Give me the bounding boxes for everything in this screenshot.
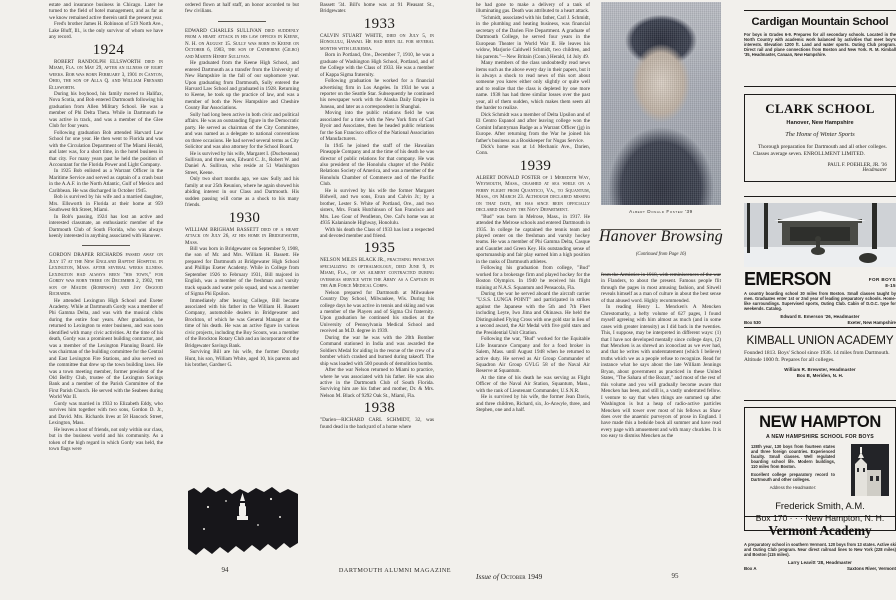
- ad-photo-emerson-cabin: [744, 203, 896, 267]
- halftone-overlay: [601, 2, 721, 205]
- paragraph: Born in Portland, Ore., December 7, 1910, he was a graduate of Washington High School, Portland, and of the College with the Class of 1933. He was a member of Kappa Sigma fraternity.: [320, 52, 434, 78]
- ad-body: A preparatory school in southern Vermont. 120 boys from 13 states. Active ski and Outing Club program. Near direct railroad lines to New York (228 miles) and Boston (115 miles).: [744, 542, 896, 557]
- folio-right-page: 95: [671, 572, 679, 580]
- class-year-heading-1939: 1939: [519, 157, 552, 174]
- column-obituaries-4: [476, 2, 590, 558]
- ad-body-3: Address the Headmaster:: [769, 485, 817, 490]
- class-year-heading-1935: 1935: [363, 240, 396, 257]
- paragraph: During his boyhood, his family moved to Halifax, Nova Scotia, and Bob entered Dartmouth following his graduation from Allen Military School. He was a member of Phi Delta Theta. While in Dartmouth he was active in track, and was a member of the Glee Club for four years.: [49, 90, 163, 130]
- section-divider: [82, 245, 130, 246]
- paragraph: GORDON DRAPER RICHARDS passed away on July 17 at the New England Baptist Hospital in Lexington, Mass. after several weeks illness. Lexington had always been "his town," for Gordy was born there on December 2, 1902, the son of Maude (Robinson) and Jay Osgood Richards.: [49, 252, 163, 298]
- paragraph: After the war Nelson returned to Miami to practice, where he was associated with his father. He was also active in the Dartmouth Club of South Florida. Surviving him are his father and mother, Dr. & Mrs. Nelson M. Black of 9292 Oak St., Miami, Fla.: [320, 367, 434, 399]
- hanover-browsing-title: Hanover Browsing: [599, 228, 723, 245]
- paragraph: Fred's brother James H. Robinson of 519 North Ave., Lake Bluff, Ill., is the only survivor of whom we have any record.: [49, 21, 163, 41]
- folio-left-page: 94: [221, 566, 229, 574]
- ad-rule: [744, 196, 896, 197]
- paragraph: Surviving Bill are his wife, the former Dorothy Hunt, his son, William White, aged 10, his parents and his brother, Gardner G.: [185, 349, 299, 369]
- paragraph: Following graduation he worked for a financial advertising firm in Los Angeles. In 1934 he was a reporter on the Seattle Star. Subsequently he continued his newspaper work with the Alaska Daily Empire in Juneau, and later as a correspondent in Shanghai.: [320, 78, 434, 110]
- paragraph: NELSON MILES BLACK JR., practising physician specializing in opthalmology, died June 9, in Miami, Fla., of an ailment contracted during overseas service with the Army as a Captain in the Air Force Medical Corps.: [320, 257, 434, 290]
- paragraph: Dick's home was at 14 Mechanic Ave., Darien, Conn.: [476, 143, 590, 157]
- paragraph: Sully had long been active in both civic and political affairs. He was an outstanding figure in the Democratic party. He served as chairman of the City Committee, and was named as a delegate to national conventions on three occasions. He had served several terms as City Solicitor and was also attorney for the School Board.: [185, 111, 299, 151]
- ad-content: [751, 444, 889, 496]
- ad-signature: Frederick Smith, A.M.: [775, 500, 865, 511]
- ad-title: Cardigan Mountain School: [751, 16, 889, 28]
- ad-title: NEW HAMPTON: [759, 413, 881, 431]
- ad-title: KIMBALL UNION ACADEMY: [746, 334, 894, 347]
- ad-tagline: The Home of Winter Sports: [785, 131, 855, 138]
- paragraph: "Schmidt, associated with his father, Carl J. Schmidt, in the plumbing and heating business, was financial secretary of the Darien Fire Department. A graduate of Dartmouth College, he served four years in the European Theater in World War II. He leaves his widow, Marjorie Caldwell Schmidt, two children, and his parents."—New Britain (Conn.) Herald, 14 July 49.: [476, 14, 590, 60]
- ad-signature-role: Headmaster: [862, 168, 887, 174]
- ad-address: [744, 320, 896, 325]
- ad-rule: [744, 516, 896, 517]
- paragraph: Following graduation Bob attended Harvard Law School for one year. He then went to Florida and was with the Circulation Department of The Miami Herald, and later was, for a short time, in the hotel business in that city. For many years past he held the position of Accountant for the Florida Power and Light Company.: [49, 129, 163, 168]
- paragraph: Moving into the public relations field he was associated for a time with the New York firm of Carl Byoir and Associates, then he headed public relations for the San Francisco office of the National Association of Manufacturers.: [320, 110, 434, 143]
- ad-address: Box 170 · · · New Hampton, N. H.: [755, 513, 885, 523]
- paragraph: "Bud" was born in Melrose, Mass., in 1917. He attended the Melrose schools and entered Dartmouth in 1935. In college he captained the tennis team and played center on the freshman and varsity hockey teams. He was a member of Phi Gamma Delta, Casque and Gauntlet and Green Key. His outstanding sense of sportsmanship and fair play earned him a high position in the ranks of Dartmouth athletes.: [476, 213, 590, 265]
- ad-rule: [744, 86, 896, 87]
- paragraph: In Bob's passing, 1924 has lost an active and interested classmate, an enthusiastic member of the Dartmouth Club of South Florida, who was always keenly interested in anything associated with Hanover.: [49, 213, 163, 239]
- ad-body-1: 128th year, 130 boys from fourteen states and three foreign countries. Experienced faculty. Small classes. Well regulated boarding school life. Modern buildings, 110 miles from Boston.: [751, 444, 835, 469]
- paragraph: He attended Lexington High School and Exeter Academy. While at Dartmouth Gordy was a member of Phi Gamma Delta, and was with the musical clubs during the entire four years. After graduation, he returned to Lexington to enter business, and was soon identified with many civic activities. At the time of his death, Gordy was a prominent building contractor, and was a member of the Lexington Planning Board. He was chairman of the building committee for the Central and East Lexington Fire Stations, and also served on the committee that drew up the town building laws. He was a town meeting member, former president of the Old Belfry Club, trustee of the Lexington Savings Bank and a member of the Parish Committee of the First Parish Church. He served with the Seabees during World War II.: [49, 297, 163, 401]
- ad-body-2: Excellent college preparatory record to Dartmouth and other colleges.: [751, 472, 835, 482]
- paragraph: Following his graduation from college, "Bud" worked for a brokerage firm and played hockey for the Boston Olympics. In 1940 he received his flight training at N.A.S. Squantum and Pensacola, Fla.: [476, 265, 590, 291]
- paragraph: Nelson prepared for Dartmouth at Milwaukee Country Day School, Milwaukee, Wis. During his college days he was active in tennis and skiing and was a member of the Players and of Sigma Chi fraternity. Upon graduation he continued his studies at the University of Pennsylvania Medical School and received an M.D. degree in 1939.: [320, 289, 434, 335]
- column-hanover-browsing: [601, 272, 721, 558]
- ad-rule: [744, 10, 896, 11]
- paragraph: In reading Henry L. Mencken's A Mencken Chrestomathy, a hefty volume of 627 pages, I found myself agreeing with him almost as much (and in some cases with greater intensity) as I did back in the twenties. This, I suppose, may be interpreted in different ways: (1) that I have not developed mentally since college days, (2) that Mencken is as shrewd an iconoclast as we ever had, and that he writes with understatement (which I believe) truths which we as a people refuse to recognize. Read for instance what he says about the late William Jennings Bryan, about government as practiced in these United States, "The Sahara of the Bozart," and most of the rest of this volume and you will gradually become aware that Mencken has been, and still is, a vastly underrated fellow. I venture to say that when things are summed up after Washington is but a heap of radio-active particles Mencken will tower over most of his fellows as Shaw does over the anaemic purveyors of prose in England. I have made this a bedside book all summer and have read every page with amusement and with many chuckles. It is too easy to dismiss Mencken as the: [601, 304, 721, 440]
- ad-title: CLARK SCHOOL: [765, 101, 875, 116]
- ad-kicker-line-2: 8-15: [885, 282, 896, 288]
- column-obituaries-1: [49, 2, 163, 558]
- paragraph: CALVIN STUART WHITE, died on July 5, in Honolulu, Hawaii. He had been ill for several months with leukemia.: [320, 32, 434, 52]
- paragraph: He leaves a host of friends, not only within our class, but in the business world and his community. As a token of the high regard in which Gordy was held, the town flags were: [49, 426, 163, 452]
- decorative-nocturne-illustration: [188, 485, 298, 559]
- photo-caption: Albert Donald Foster '39: [629, 209, 693, 214]
- ad-emerson-school[interactable]: [744, 196, 896, 325]
- ad-box-number: Box A: [744, 566, 757, 571]
- portrait-photo-albert-donald-foster: [601, 2, 721, 205]
- ad-body: Founded 1813. Boys' School since 1936. 14 miles from Dartmouth. Altitude 1000 ft. Prepares for all colleges.: [744, 350, 890, 363]
- paragraph: In 1945 he joined the staff of the Hawaiian Pineapple Company and at the time of his death he was director of public relations for that company. He was also president of the Honolulu chapter of the Public Relations Society of America, and was a member of the Honolulu Chamber of Commerce and of the Pacific Club.: [320, 142, 434, 188]
- ad-location: Hanover, New Hampshire: [786, 120, 854, 126]
- ad-box: [744, 407, 896, 531]
- paragraph: During the war he served aboard the aircraft carrier "U.S.S. LUNGA POINT" and participated in strikes against the Japanese with the 5th and 7th Fleet including Leyte, Iwo Jima and Okinawa. He held the Distinguished Flying Cross with one gold star in lieu of a second award, the Air Medal with five gold stars and the Presidential Unit Citation.: [476, 291, 590, 336]
- paragraph: ordered flown at half staff, an honor accorded to but few civilians.: [185, 2, 299, 15]
- paragraph: Following the war, "Bud" worked for the Equitable Life Insurance Company and for a food broker in Salem, Mass. until August 1948 when he returned to active duty. He served as Air Group Commander of Squadron Air Group GVLG 58 of the Naval Air Reserve at Squantum.: [476, 336, 590, 375]
- paragraph: EDWARD CHARLES SULLIVAN died suddenly from a heart attack in his law offices in Keene, N. H. on August 15. Sully was born in Keene on October 6, 1903, the son of Catherine (Gilbo) and Martin Henry Sullivan.: [185, 27, 299, 60]
- ad-new-hampton-school[interactable]: [744, 400, 896, 531]
- paragraph: Dick Schmidt was a member of Delta Upsilon and of El Centro Espanol and after leaving college won the Comint Infantryman Badge as a Warrant Officer (jg) in Europe. After returning from the War he joined his father's business as a Bookkeeper for Nugas Service.: [476, 111, 590, 144]
- paragraph: During the war he was with the 20th Bomber Command stationed in India and was awarded the Soldiers Medal for aiding in the rescue of the crew of a bomber which crashed and burned during takeoff. The ship was loaded with 500 pounds of demolition bombs.: [320, 334, 434, 367]
- ad-address: [744, 566, 896, 571]
- ad-copy: [751, 444, 835, 490]
- ad-body: A country boarding school 30 miles from Boston. Small classes taught by men. Graduates enter 1st or 2nd year of leading preparatory schools. Home-like surroundings. Supervised sports, Outing Club. Cabin of D.O.C. type for weekends. Catalog.: [744, 291, 896, 311]
- ad-masthead: [744, 270, 896, 288]
- ad-body: For boys in Grades 6-9. Prepares for all secondary schools. Located in the North Country with academic work balanced by activities that meet boy's interests. Elevation 1200 ft. Land and water sports. Outing Club program. Direct rail and plane connections from Boston and New York. R. M. Kimball '35, Headmaster, Canaan, New Hampshire.: [744, 32, 896, 57]
- paragraph: Gordy was married in 1933 to Elizabeth Eddy, who survives him together with two sons, Gordon D. Jr., and David. Mrs. Richards lives at 58 Hancock Street, Lexington, Mass.: [49, 400, 163, 427]
- paragraph: He graduated from the Keene High School, and entered Dartmouth as a transfer from the University of New Hampshire in the fall of our sophomore year. Upon graduating from Dartmouth, Sully entered the Harvard Law School and graduated in 1928. Returning to Keene, he took up the practice of law, and was a member of both the New Hampshire and Cheshire County Bar Associations.: [185, 60, 299, 112]
- ad-title: EMERSON: [744, 269, 831, 289]
- running-head-right: [476, 572, 636, 581]
- ad-rule: [744, 327, 896, 328]
- class-year-heading-1933: 1933: [363, 15, 396, 32]
- ad-box: [744, 94, 896, 182]
- paragraph: Bill was born in Bridgewater on September 9, 1908, the son of Mr. and Mrs. William H. Bassett. He prepared for Dartmouth at Bridgewater High School and Phillips Exeter Academy. While in College from September 1926 to February 1931, Bill majored in English, was a member of the freshman and varsity track squads and water polo squad, and was a member of Sigma Phi Epsilon.: [185, 245, 299, 298]
- running-head-left: DARTMOUTH ALUMNI MAGAZINE: [338, 567, 452, 574]
- ad-kicker-line-1: FOR BOYS: [868, 277, 896, 283]
- ad-kicker: [869, 277, 896, 288]
- paragraph: In 1925 Bob enlisted as a Warrant Officer in the Maritime Service and served as captain of a crash boat in the A.A.F. in the North Atlantic, Gulf of Mexico and Caribbean. He was discharged in October 1945.: [49, 168, 163, 194]
- paragraph: from the Armistice in 1918, with reminiscences of the war in Flanders, to about the present. Famous people flit through the pages in most amusing fashion, and Sitwell reveals himself as a man of culture in about the best sense of that abused word. Highly recommended.: [601, 272, 721, 304]
- ad-body: Thorough preparation for Dartmouth and all other colleges. Classes average seven. ENROLLMENT LIMITED.: [753, 144, 887, 157]
- paragraph: he had gone to make a delivery of a tank of illuminating gas. Death was attributed to a heart attack.: [476, 2, 590, 15]
- paragraph: ALBERT DONALD FOSTER of 1 Meredith Way, Weymouth, Mass., crashed at sea while on a ferry flight from Quantico, Va., to Squantum, Mass., on March 23. Although declared missing on that date, he has since been officially declared dead by the Navy Department.: [476, 174, 590, 214]
- section-divider: [218, 21, 266, 22]
- column-obituaries-2: [185, 2, 299, 558]
- ad-clark-school[interactable]: [744, 86, 896, 182]
- ad-photo-new-hampton-building: [851, 444, 889, 496]
- ad-subtitle: A NEW HAMPSHIRE SCHOOL FOR BOYS: [766, 434, 874, 440]
- paragraph: Only two short months ago, we saw Sully and his family at our 25th Reunion, where he again showed his abiding interest in our Class and Dartmouth. His sudden passing will come as a shock to his many friends.: [185, 176, 299, 209]
- paragraph: With his death the Class of 1933 has lost a respected and devoted member and friend.: [320, 226, 434, 239]
- ad-signature: Edward E. Emerson '26, Headmaster: [780, 314, 860, 319]
- ad-cardigan-mountain-school[interactable]: [744, 10, 896, 57]
- paragraph: At the time of his death he was serving as Flight Officer of the Naval Air Station, Squantum, Mass., with the rank of Lieutenant Commander, U.S.N.R.: [476, 374, 590, 394]
- paragraph: He is survived by his wife, the former Jean Davis, and three children, Richard, six, Jo-Anwyle, three, and Stephen, one and a half.: [476, 394, 590, 414]
- paragraph: estate and insurance business in Chicago. Later he turned to the field of hotel management, and as far as we know remained active therein until the present year.: [49, 2, 163, 21]
- paragraph: Bassett '34. Bill's home was at 91 Pleasant St., Bridgewater.: [320, 2, 434, 15]
- ad-city-state: Saxtons River, Vermont: [846, 566, 896, 571]
- class-year-heading-1924: 1924: [92, 41, 125, 58]
- paragraph: Many members of the class undoubtedly read news items such as the above every day in their papers, but it is always a shock to read news of this sort about someone you knew either only slightly or quite well and to realize that the class is depleted by one more name. 1938 has had three similar losses over the past year, all of them sudden, which makes them seem all the harder to realize.: [476, 60, 590, 112]
- paragraph: WILLIAM BRIGHAM BASSETT died of a heart attack on July 26, at his home in Bridgewater, Mass.: [185, 226, 299, 246]
- ad-kimball-union-academy[interactable]: [744, 327, 896, 378]
- ad-address: Box B, Meriden, N. H.: [796, 373, 844, 379]
- paragraph: ROBERT RANDOLPH ELLSWORTH died in Miami, Fla. on May 29, after an illness of eight weeks. Bob was born February 3, 1901 in Canton, Ohio, the son of Alla Q. and William Frenard Ellsworth.: [49, 58, 163, 91]
- column-obituaries-3: [320, 2, 434, 558]
- paragraph: Bob is survived by his wife and a married daughter, Mrs. Ellsworth in Florida at their home at 959 Southwest 6th Street, Miami.: [49, 194, 163, 214]
- ad-signature: Larry Leavitt '28, Headmaster: [788, 560, 852, 565]
- advertising-column: [744, 0, 896, 600]
- class-year-heading-1938: 1938: [363, 400, 396, 417]
- paragraph: Immediately after leaving College, Bill became associated with his father in the William H. Bassett Company, automobile dealers in Bridgewater and Brockton, of which he was General Manager at the time of his death. He was an active figure in various civic projects, including the Boy Scouts, was a member of the Brockton Rotary Club and an incorporator of the Bridgewater Savings Bank.: [185, 297, 299, 349]
- ad-box-number: Box 530: [744, 320, 761, 325]
- paragraph: He is survived by his wife the former Margaret Bidwell, and two sons, Evan and Calvin Jr.; by a brother, Lester S. White of Portland, Ore., and two sisters, Mrs. Frank Hutchinson of San Francisco and Mrs. Leo Gour of Pendleton, Ore. Cal's home was at 4935 Kalanianole Highway, Honolulu.: [320, 187, 434, 227]
- ad-rule: [744, 400, 896, 401]
- ad-title: Vermont Academy: [768, 523, 872, 538]
- ad-signature: William R. Brewster, Headmaster: [784, 367, 856, 373]
- ad-vermont-academy[interactable]: [744, 516, 896, 571]
- ad-city-state: Exeter, New Hampshire: [847, 320, 896, 325]
- ad-signature: PAUL F. POEHLER, JR. '36: [827, 162, 887, 169]
- paragraph: He is survived by his wife, Margaret I. (Duchesneau) Sullivan, and three sons, Edward C. Jr., Robert W. and Daniel A. Sullivan, who reside at 51 Washington Street, Keene.: [185, 150, 299, 176]
- issue-label: Issue of: [476, 572, 499, 581]
- class-year-heading-1930: 1930: [228, 209, 261, 226]
- hanover-browsing-continued: (Continued from Page 16): [635, 252, 687, 257]
- issue-month: October: [500, 572, 526, 581]
- issue-year: 1949: [527, 572, 543, 581]
- paragraph: "Darien—RICHARD CARL SCHMIDT, 32, was found dead in the backyard of a home where: [320, 417, 434, 430]
